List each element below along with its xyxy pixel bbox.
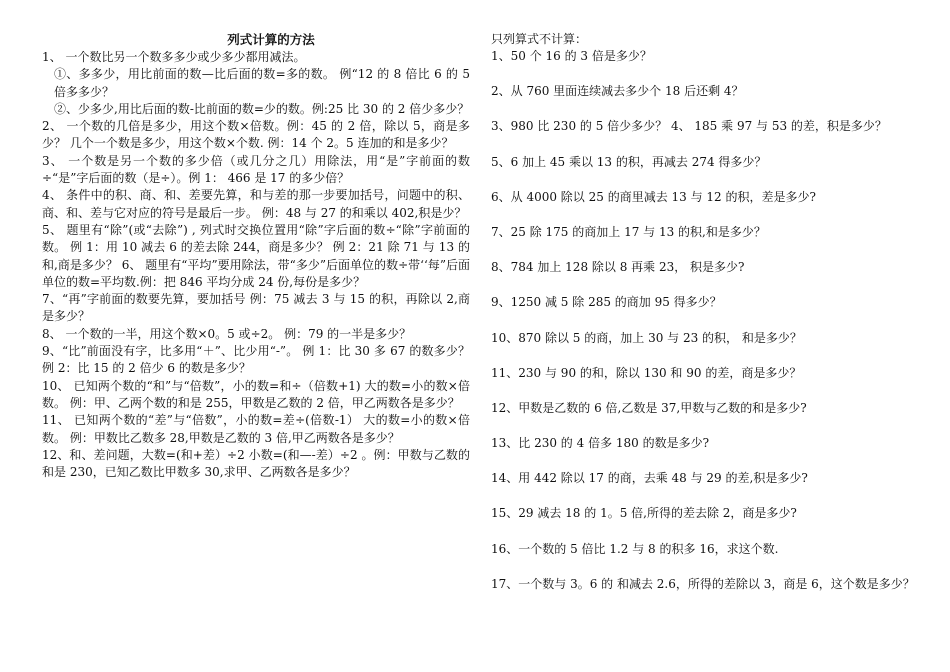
method-paragraph: ②、少多少,用比后面的数-比前面的数=少的数。例:25 比 30 的 2 倍少多少？ (54, 101, 470, 116)
exercise-item: 3、980 比 230 的 5 倍少多少？ 4、 185 乘 97 与 53 的差，积是多少？ (491, 119, 887, 134)
exercise-item: 6、从 4000 除以 25 的商里减去 13 与 12 的积，差是多少? (491, 189, 816, 204)
exercise-item: 5、6 加上 45 乘以 13 的积，再减去 274 得多少？ (491, 154, 767, 169)
methods-column (42, 31, 470, 481)
page-title: 列式计算的方法 (227, 32, 315, 47)
exercise-item: 13、比 230 的 4 倍多 180 的数是多少? (491, 436, 710, 451)
method-paragraph: 3、 一个数是另一个数的多少倍（或几分之几）用除法，用“是”字前面的数÷“是”字后面的数（是÷）。例 1： 466 是 17 的多少倍？ (42, 153, 470, 186)
exercise-item: 7、25 除 175 的商加上 17 与 13 的积,和是多少？ (491, 224, 766, 239)
method-paragraph: 2、 一个数的几倍是多少，用这个数×倍数。例：45 的 2 倍，除以 5，商是多少？ 几个一个数是多少，用这个数×个数. 例：14 个 2。5 连加的和是多少？ (42, 119, 470, 151)
exercise-item: 2、从 760 里面连续减去多少个 18 后还剩 4？ (491, 84, 744, 99)
exercise-item: 16、一个数的 5 倍比 1.2 与 8 的积多 16，求这个数. (491, 541, 779, 556)
exercise-item: 17、一个数与 3。6 的 和减去 2.6，所得的差除以 3，商是 6，这个数是多少？ (491, 576, 915, 591)
method-paragraph: ①、多多少，用比前面的数—比后面的数=多的数。 例“12 的 8 倍比 6 的 5 倍多多少？ (54, 67, 470, 99)
method-paragraph: 4、 条件中的积、商、和、差要先算，和与差的那一步要加括号，问题中的积、商、和、差与它对应的符号是最后一步。 例：48 与 27 的和乘以 402,积是少？ (42, 188, 470, 220)
method-paragraph: 12、和、差问题，大数=(和+差）÷2 小数=(和—-差）÷2 。例：甲数与乙数的和是 230，已知乙数比甲数多 30,求甲、乙两数各是多少？ (42, 447, 470, 480)
exercise-item: 15、29 减去 18 的 1。5 倍,所得的差去除 2，商是多少? (491, 506, 797, 521)
exercise-item: 8、784 加上 128 除以 8 再乘 23， 积是多少? (491, 260, 745, 275)
method-paragraph: 9、“比”前面没有字，比多用“＋”、比少用“-”。 例 1：比 30 多 67 的数多少？ 例 2：比 15 的 2 倍少 6 的数是多少？ (42, 344, 470, 376)
method-paragraph: 11、 已知两个数的“差”与“倍数”，小的数=差÷(倍数-1） 大的数=小的数×倍数。 例：甲数比乙数多 28,甲数是乙数的 3 倍,甲乙两数各是多少？ (42, 413, 470, 445)
method-paragraph: 7、“再”字前面的数要先算，要加括号 例：75 减去 3 与 15 的积，再除以 2,商是多少？ (42, 292, 470, 324)
method-paragraph: 1、 一个数比另一个数多多少或少多少都用减法。 (42, 50, 306, 64)
exercises-header: 只列算式不计算： (491, 32, 588, 46)
exercise-item: 10、870 除以 5 的商，加上 30 与 23 的积， 和是多少？ (491, 330, 802, 345)
method-paragraph: 5、 题里有“除”(或“去除”) , 列式时交换位置用“除”字后面的数÷“除”字前面的数。 例 1：用 10 减去 6 的差去除 244，商是多少？ 例 2：21 除 71 与 13 的和,商是多少？ 6、 题里有“平均”要用除法，带“多少”后面单位的数÷带‘‘每”后面单位的数=平均数.例：把 846 平均分成 24 份,每份是多少？ (42, 222, 470, 289)
exercise-item: 9、1250 减 5 除 285 的商加 95 得多少？ (491, 295, 722, 310)
exercise-item: 11、230 与 90 的和，除以 130 和 90 的差，商是多少？ (491, 365, 802, 380)
method-paragraph: 8、 一个数的一半，用这个数×0。5 或÷2。 例：79 的一半是多少？ (42, 326, 412, 341)
method-paragraph: 10、 已知两个数的“和”与“倍数”，小的数=和÷（倍数+1) 大的数=小的数×倍数。 例：甲、乙两个数的和是 255，甲数是乙数的 2 倍，甲乙两数各是多少？ (42, 378, 470, 410)
exercise-item: 1、50 个 16 的 3 倍是多少？ (491, 49, 652, 63)
exercise-item: 12、甲数是乙数的 6 倍,乙数是 37,甲数与乙数的和是多少? (491, 400, 807, 415)
exercises-column (491, 31, 919, 616)
exercise-item: 14、用 442 除以 17 的商，去乘 48 与 29 的差,积是多少? (491, 471, 808, 486)
